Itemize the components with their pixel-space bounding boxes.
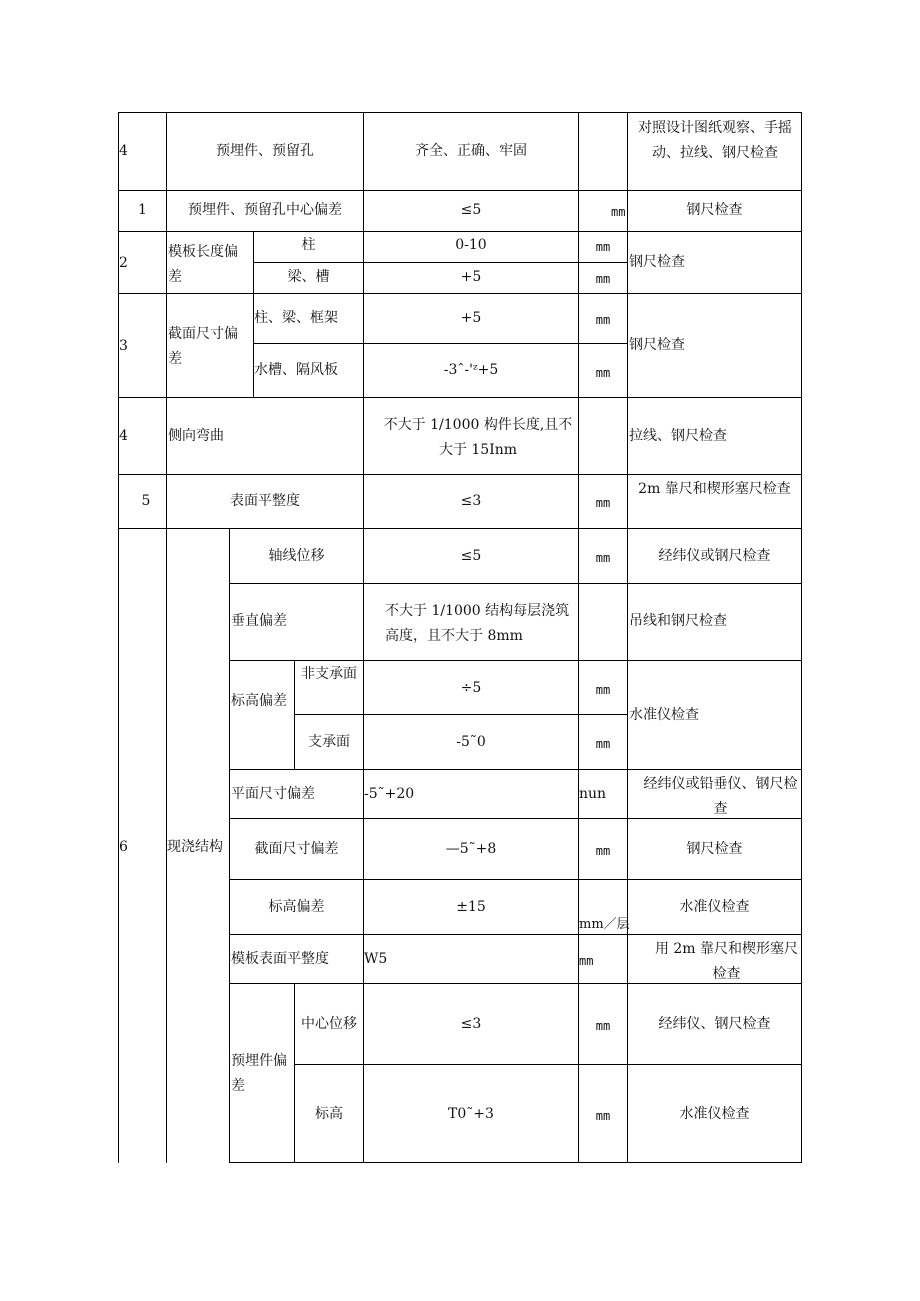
unit: mm／层 [579,917,630,932]
unit: mm [595,1109,611,1123]
sub-item: 梁、槽 [287,269,330,285]
unit: mm [595,737,611,751]
item-label: 侧向弯曲 [168,428,224,444]
requirement: -5˜0 [456,734,486,750]
sub-item: 支承面 [308,734,350,750]
requirement: 不大于 1/1000 结构每层浇筑高度，且不大于 8mm [385,603,570,644]
unit: mm [595,551,611,565]
inspection-method: 经纬仪或铅垂仪、钢尺检查 [643,776,798,817]
requirement: -3ˆ-'ᶻ+5 [443,362,499,378]
grid-line [118,112,802,113]
inspection-method: 水准仪检查 [679,1106,750,1122]
requirement: ≤5 [460,202,482,218]
requirement: +5 [460,269,482,285]
row-number: 4 [119,428,128,444]
unit: mm [595,1019,611,1033]
inspection-method: 拉线、钢尺检查 [629,428,727,444]
requirement: ≤3 [460,1016,482,1032]
item-label: 截面尺寸偏差 [254,841,339,857]
item-label: 标高偏差 [231,693,287,709]
grid-line [627,112,628,1163]
item-label: 截面尺寸偏差 [168,326,238,367]
requirement: ≤5 [460,548,482,564]
grid-line [229,583,802,584]
requirement: ≤3 [460,493,482,509]
inspection-method: 水准仪检查 [629,707,699,723]
grid-line [229,1162,802,1163]
grid-line [166,112,167,1163]
grid-line [118,190,802,191]
item-label: 模板长度偏差 [168,244,238,285]
item-label: 轴线位移 [268,548,325,564]
grid-line [294,983,295,1163]
unit: mm [611,205,626,219]
row-number: 6 [119,839,128,855]
requirement: ÷5 [460,680,482,696]
grid-line [294,1064,802,1065]
item-label: 预埋件、预留孔 [216,143,314,159]
sub-item: 水槽、隔风板 [254,362,338,378]
inspection-method: 用 2m 靠尺和楔形塞尺检查 [654,941,799,982]
grid-line [229,769,802,770]
item-label: 模板表面平整度 [231,951,329,967]
row-number: 2 [119,255,128,271]
unit: mm [595,313,611,327]
unit: mm [595,496,611,510]
sub-item: 柱 [301,237,316,253]
sub-item: 标高 [315,1106,343,1122]
requirement: —5˜+8 [445,841,497,857]
grid-line [229,660,802,661]
unit: mm [595,272,611,286]
inspection-method: 钢尺检查 [629,337,685,353]
requirement: W5 [364,951,388,967]
row-number: 4 [119,143,128,159]
grid-line [801,112,802,1163]
grid-line [229,879,802,880]
grid-line [118,231,802,232]
grid-line [118,474,802,475]
item-label: 垂直偏差 [231,613,287,629]
inspection-method: 经纬仪或钢尺检查 [658,548,771,564]
item-label: 表面平整度 [230,493,300,509]
unit: nun [579,786,607,802]
sub-item: 中心位移 [301,1016,357,1032]
item-label: 预埋件偏差 [231,1053,287,1094]
unit: mm [595,844,611,858]
grid-line [253,343,628,344]
unit: mm [595,683,611,697]
grid-line [118,528,802,529]
grid-line [229,934,802,935]
inspection-method: 对照设计图纸观察、手摇动、拉线、钢尺检查 [638,120,792,161]
sub-item: 柱、梁、框架 [254,310,338,326]
sub-item: 非支承面 [301,666,357,682]
item-label: 预埋件、预留孔中心偏差 [188,202,342,218]
inspection-method: 2m 靠尺和楔形塞尺检查 [638,481,791,497]
group-label: 现浇结构 [167,839,223,855]
grid-line [253,262,628,263]
row-number: 3 [119,338,128,354]
unit: mm [579,954,594,968]
item-label: 标高偏差 [268,899,325,915]
requirement: -5˜+20 [364,786,415,802]
unit: mm [595,240,611,254]
row-number: 1 [138,202,147,218]
inspection-method: 吊线和钢尺检查 [629,613,727,629]
requirement: +5 [460,310,482,326]
grid-line [118,293,802,294]
unit: mm [595,366,611,380]
inspection-method: 钢尺检查 [629,254,685,270]
requirement: T0˜+3 [448,1106,494,1122]
item-label: 平面尺寸偏差 [231,786,315,802]
inspection-method: 钢尺检查 [686,841,743,857]
row-number: 5 [141,493,151,509]
requirement: 不大于 1/1000 构件长度,且不大于 15Inm [383,417,573,458]
requirement: 齐全、正确、牢固 [415,143,527,159]
requirement: ±15 [456,899,486,915]
requirement: 0-10 [455,237,487,253]
grid-line [118,397,802,398]
inspection-method: 钢尺检查 [686,202,743,218]
inspection-method: 经纬仪、钢尺检查 [658,1016,771,1032]
inspection-method: 水准仪检查 [679,899,750,915]
